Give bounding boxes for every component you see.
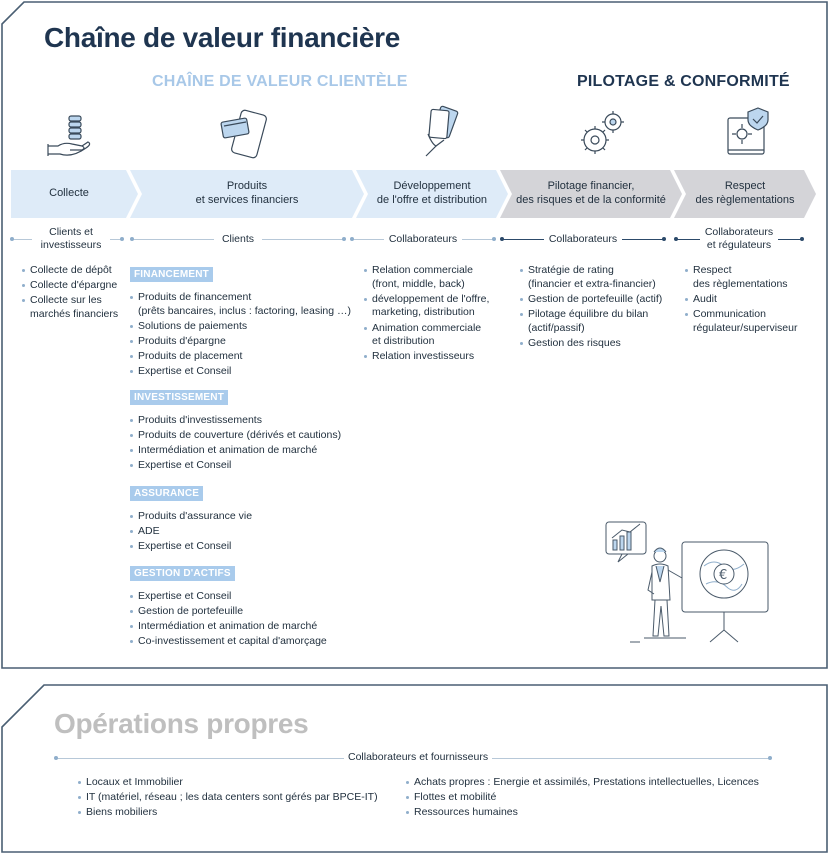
role-dot (500, 237, 504, 241)
investissement-list (130, 414, 355, 475)
list-item: Expertise et Conseil (130, 459, 355, 473)
financement-list (130, 291, 355, 380)
operations-title: Opérations propres (54, 708, 309, 739)
role-dot (120, 237, 124, 241)
stage-label-pilotage: Pilotage financier, des risques et de la conformité (516, 180, 666, 206)
role-respect: Collaborateurs et régulateurs (700, 226, 778, 251)
developpement-list (364, 264, 499, 365)
list-item: Communication régulateur/superviseur (685, 308, 820, 335)
list-item: Animation commerciale et distribution (364, 322, 499, 349)
stage-label-produits: Produits et services financiers (195, 180, 299, 206)
list-item: Intermédiation et animation de marché (130, 620, 355, 634)
list-item: Expertise et Conseil (130, 365, 355, 379)
list-item: Produits d'épargne (130, 335, 355, 349)
list-item: Produits de placement (130, 350, 355, 364)
operations-role: Collaborateurs et fournisseurs (344, 751, 492, 763)
list-item: Solutions de paiements (130, 320, 355, 334)
list-item: développement de l'offre, marketing, distribution (364, 293, 499, 320)
role-pilotage: Collaborateurs (544, 233, 622, 246)
role-dot (800, 237, 804, 241)
list-item: Produits d'investissements (130, 414, 355, 428)
stage-label-developpement: Développement de l'offre et distribution (376, 180, 488, 206)
list-item: Gestion de portefeuille (actif) (520, 293, 670, 307)
list-item: IT (matériel, réseau ; les data centers sont gérés par BPCE-IT) (78, 791, 398, 805)
role-dot (54, 756, 58, 760)
section-title-pilotage: PILOTAGE & CONFORMITÉ (577, 73, 790, 90)
role-dot (10, 237, 14, 241)
list-item: Respect des règlementations (685, 264, 820, 291)
role-developpement: Collaborateurs (384, 233, 462, 246)
role-dot (662, 237, 666, 241)
role-produits: Clients (214, 233, 262, 246)
list-item: Gestion des risques (520, 337, 670, 351)
role-dot (350, 237, 354, 241)
list-item: Produits de couverture (dérivés et cautions) (130, 429, 355, 443)
list-item: Intermédiation et animation de marché (130, 444, 355, 458)
category-assurance: ASSURANCE (130, 486, 203, 501)
operations-right-list (406, 776, 816, 821)
role-collecte: Clients et investisseurs (32, 226, 110, 251)
category-financement: FINANCEMENT (130, 267, 213, 282)
role-dot (492, 237, 496, 241)
list-item: Relation investisseurs (364, 350, 499, 364)
list-item: Relation commerciale (front, middle, back) (364, 264, 499, 291)
list-item: Collecte de dépôt (22, 264, 127, 278)
stage-label-collecte: Collecte (49, 187, 89, 200)
role-dot (130, 237, 134, 241)
list-item: Biens mobiliers (78, 806, 398, 820)
assurance-list (130, 510, 355, 555)
role-dot (674, 237, 678, 241)
operations-left-list (78, 776, 398, 821)
list-item: Achats propres : Energie et assimilés, Prestations intellectuelles, Licences (406, 776, 816, 790)
list-item: Stratégie de rating (financier et extra-financier) (520, 264, 670, 291)
role-dot (342, 237, 346, 241)
list-item: Collecte d'épargne (22, 279, 127, 293)
list-item: Locaux et Immobilier (78, 776, 398, 790)
list-item: Co-investissement et capital d'amorçage (130, 635, 355, 649)
svg-text:€: € (719, 568, 728, 583)
list-item: Ressources humaines (406, 806, 816, 820)
category-gestion-actifs: GESTION D'ACTIFS (130, 566, 235, 581)
respect-list (685, 264, 820, 337)
list-item: Gestion de portefeuille (130, 605, 355, 619)
list-item: Expertise et Conseil (130, 540, 355, 554)
list-item: ADE (130, 525, 355, 539)
role-dot (768, 756, 772, 760)
list-item: Produits d'assurance vie (130, 510, 355, 524)
gestion-actifs-list (130, 590, 355, 651)
category-investissement: INVESTISSEMENT (130, 390, 228, 405)
list-item: Pilotage équilibre du bilan (actif/passif) (520, 308, 670, 335)
pilotage-list (520, 264, 670, 352)
presenter-illustration (600, 518, 780, 648)
stage-label-respect: Respect des règlementations (695, 180, 795, 206)
list-item: Expertise et Conseil (130, 590, 355, 604)
list-item: Flottes et mobilité (406, 791, 816, 805)
list-item: Audit (685, 293, 820, 307)
page-title: Chaîne de valeur financière (44, 22, 401, 53)
collecte-list (22, 264, 127, 323)
list-item: Collecte sur les marchés financiers (22, 294, 127, 321)
section-title-client: CHAÎNE DE VALEUR CLIENTÈLE (152, 73, 408, 90)
list-item: Produits de financement (prêts bancaires, inclus : factoring, leasing …) (130, 291, 355, 318)
